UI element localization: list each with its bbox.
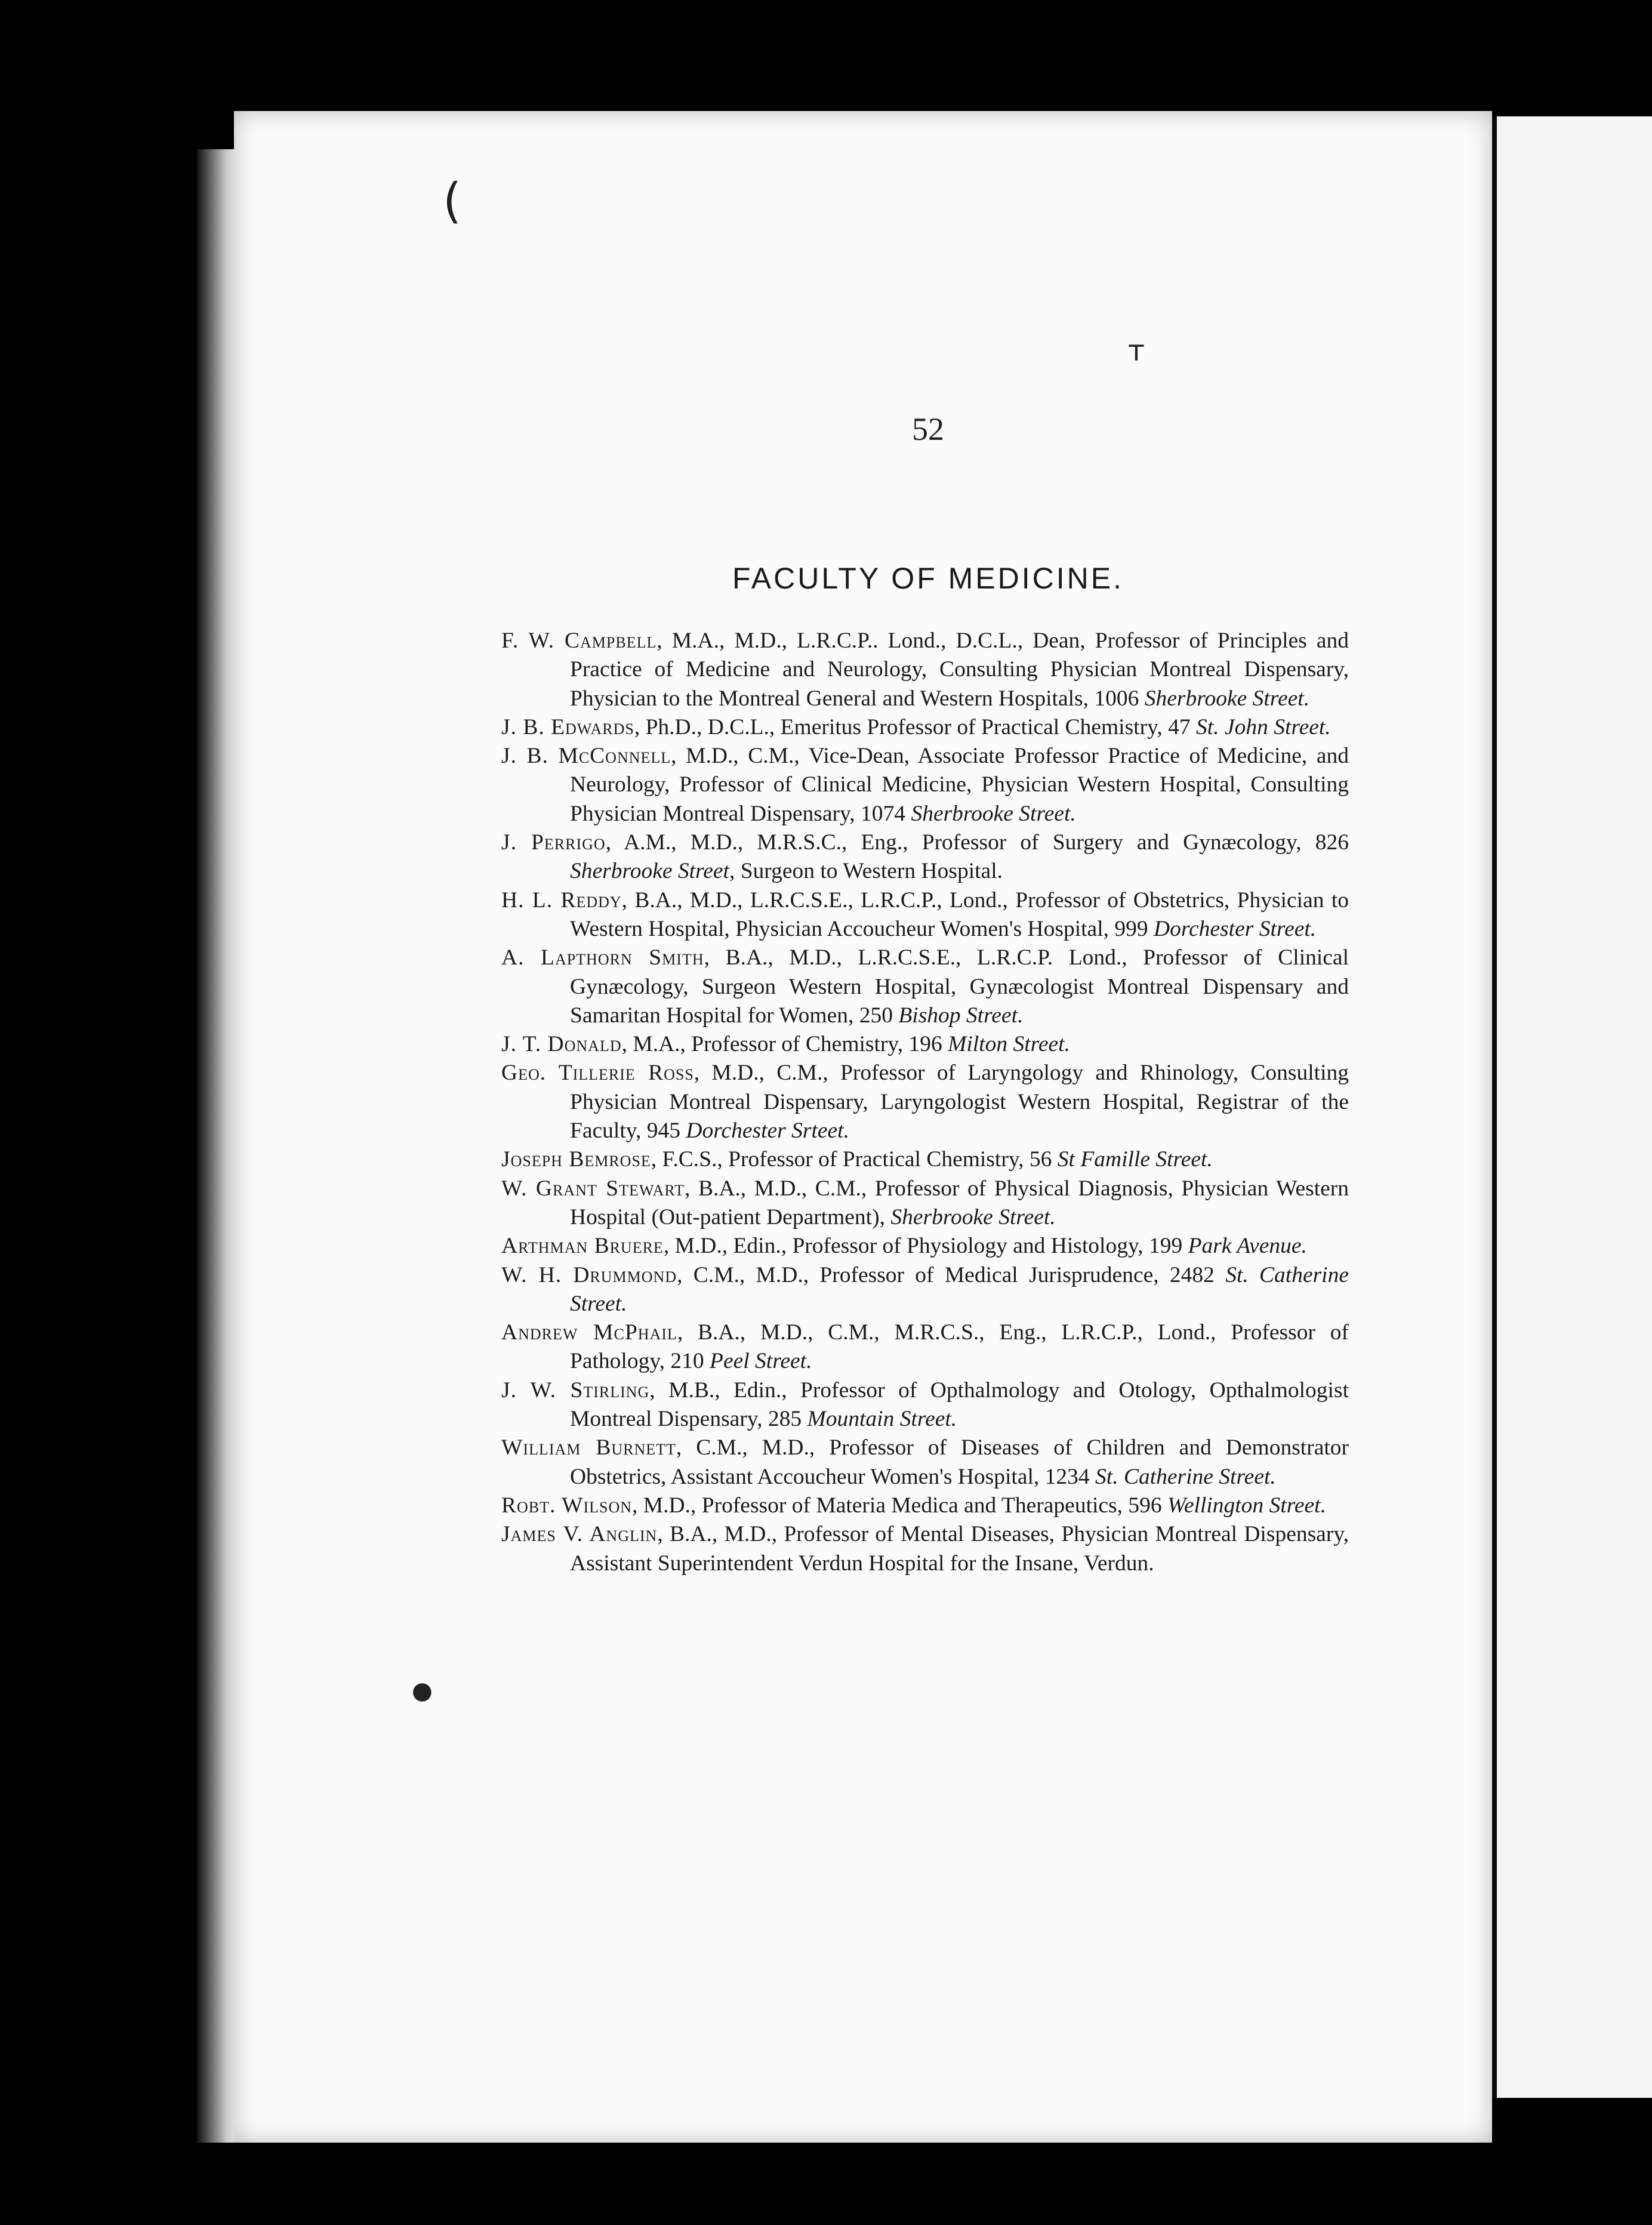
faculty-address: Sherbrooke Street xyxy=(570,859,729,884)
faculty-entry xyxy=(501,1318,1349,1376)
faculty-details: , B.A., M.D., L.R.C.S.E., L.R.C.P. Lond., Professor of Clinical Gynæcology, Surgeon Western Hospital, Gynæcologist Montreal Dispensary and Samaritan Hospital for Women, 250 xyxy=(570,945,1349,1028)
faculty-entry xyxy=(501,1434,1349,1491)
faculty-details: , C.M., M.D., Professor of Diseases of Children and Demonstrator Obstetrics, Assistant Accoucheur Women's Hospital, 1234 xyxy=(570,1435,1349,1489)
faculty-entry xyxy=(501,886,1349,944)
faculty-name: Robt. Wilson xyxy=(501,1493,633,1518)
adjacent-page xyxy=(1495,116,1652,2098)
faculty-details: , B.A., M.D., Professor of Mental Diseases, Physician Montreal Dispensary, Assistant Superintendent Verdun Hospital for the Insane, Verdun. xyxy=(570,1522,1349,1576)
faculty-name: William Burnett xyxy=(501,1435,676,1460)
faculty-name: A. Lapthorn Smith xyxy=(501,945,704,970)
faculty-details: , M.D., C.M., Professor of Laryngology and Rhinology, Consulting Physician Montreal Dispensary, Laryngologist Western Hospital, Registrar of the Faculty, 945 xyxy=(570,1061,1349,1144)
faculty-details-continued: , Surgeon to Western Hospital. xyxy=(729,859,1003,884)
faculty-address: St. Catherine Street. xyxy=(1095,1464,1276,1489)
faculty-address: Sherbrooke Street. xyxy=(890,1204,1056,1229)
faculty-details: , M.B., Edin., Professor of Opthalmology and Otology, Opthalmologist Montreal Dispensary, 285 xyxy=(570,1377,1349,1432)
faculty-address: Wellington Street. xyxy=(1167,1493,1326,1518)
faculty-address: Sherbrooke Street. xyxy=(1144,686,1310,711)
faculty-address: Milton Street. xyxy=(948,1032,1070,1057)
faculty-details: , F.C.S., Professor of Practical Chemistry, 56 xyxy=(651,1147,1058,1172)
faculty-name: J. B. McConnell xyxy=(501,744,671,769)
faculty-name: Arthman Bruere xyxy=(501,1234,664,1259)
faculty-details: , M.D., Professor of Materia Medica and Therapeutics, 596 xyxy=(632,1493,1168,1518)
faculty-entry xyxy=(501,1376,1349,1434)
faculty-address: Park Avenue. xyxy=(1188,1234,1307,1259)
faculty-name: Geo. Tillerie Ross xyxy=(501,1061,694,1086)
faculty-entry xyxy=(501,1145,1349,1174)
page-number: 52 xyxy=(912,411,944,447)
faculty-entry xyxy=(501,1520,1349,1578)
faculty-address: Dorchester Street. xyxy=(1154,916,1317,941)
faculty-entry xyxy=(501,1261,1349,1319)
faculty-entry xyxy=(501,1059,1349,1145)
faculty-name: J. B. Edwards xyxy=(501,714,634,739)
faculty-entry xyxy=(501,1175,1349,1232)
faculty-address: Bishop Street. xyxy=(898,1003,1024,1028)
faculty-name: W. Grant Stewart xyxy=(501,1176,685,1201)
faculty-address: Peel Street. xyxy=(710,1349,812,1374)
faculty-details: , M.A., M.D., L.R.C.P.. Lond., D.C.L., Dean, Professor of Principles and Practice of Medicine and Neurology, Consulting Physician Montreal Dispensary, Physician to the Montreal General and Western Hospitals, 1006 xyxy=(570,628,1349,711)
page-title: FACULTY OF MEDICINE. xyxy=(732,562,1124,595)
faculty-details: , B.A., M.D., L.R.C.S.E., L.R.C.P., Lond., Professor of Obstetrics, Physician to Western Hospital, Physician Accoucheur Women's Hospital, 999 xyxy=(570,887,1349,941)
faculty-details: , B.A., M.D., C.M., M.R.C.S., Eng., L.R.C.P., Lond., Professor of Pathology, 210 xyxy=(570,1320,1349,1374)
faculty-details: , M.A., Professor of Chemistry, 196 xyxy=(621,1032,948,1057)
faculty-details: , C.M., M.D., Professor of Medical Jurisprudence, 2482 xyxy=(677,1262,1226,1287)
faculty-entry xyxy=(501,1491,1349,1520)
faculty-address: Sherbrooke Street. xyxy=(911,801,1076,826)
faculty-entry xyxy=(501,1030,1349,1059)
faculty-address: St Famille Street. xyxy=(1057,1147,1213,1172)
faculty-list xyxy=(501,627,1349,1578)
faculty-name: H. L. Reddy xyxy=(501,887,622,913)
faculty-name: J. T. Donald xyxy=(501,1032,622,1057)
faculty-name: Andrew McPhail xyxy=(501,1320,677,1345)
book-spine xyxy=(197,149,239,2143)
pencil-mark-icon: ( xyxy=(443,173,462,229)
faculty-address: St. Catherine Street. xyxy=(570,1262,1349,1316)
faculty-details: , M.D., C.M., Vice-Dean, Associate Professor Practice of Medicine, and Neurology, Professor of Clinical Medicine, Physician Western Hospital, Consulting Physician Montreal Dispensary, 1074 xyxy=(570,744,1349,826)
faculty-address: St. John Street. xyxy=(1196,714,1331,739)
faculty-details: , Ph.D., D.C.L., Emeritus Professor of Practical Chemistry, 47 xyxy=(634,714,1197,739)
ink-mark-icon: ᴛ xyxy=(1128,334,1145,368)
faculty-address: Mountain Street. xyxy=(807,1407,957,1432)
faculty-entry xyxy=(501,1232,1349,1261)
faculty-name: J. Perrigo xyxy=(501,830,606,855)
faculty-address: Dorchester Srteet. xyxy=(686,1118,849,1144)
faculty-entry xyxy=(501,742,1349,828)
blot-mark-icon: ● xyxy=(412,1677,433,1705)
faculty-details: , B.A., M.D., C.M., Professor of Physical Diagnosis, Physician Western Hospital (Out-patient Department), xyxy=(570,1176,1349,1229)
faculty-name: James V. Anglin xyxy=(501,1522,658,1547)
faculty-entry xyxy=(501,828,1349,886)
faculty-name: J. W. Stirling xyxy=(501,1377,650,1403)
faculty-entry xyxy=(501,713,1349,742)
faculty-entry xyxy=(501,627,1349,713)
faculty-name: W. H. Drummond xyxy=(501,1262,677,1287)
faculty-name: F. W. Campbell xyxy=(501,628,657,653)
faculty-details: , A.M., M.D., M.R.S.C., Eng., Professor of Surgery and Gynæcology, 826 xyxy=(605,830,1349,855)
faculty-name: Joseph Bemrose xyxy=(501,1147,651,1172)
faculty-details: , M.D., Edin., Professor of Physiology and Histology, 199 xyxy=(663,1234,1188,1259)
faculty-entry xyxy=(501,944,1349,1030)
